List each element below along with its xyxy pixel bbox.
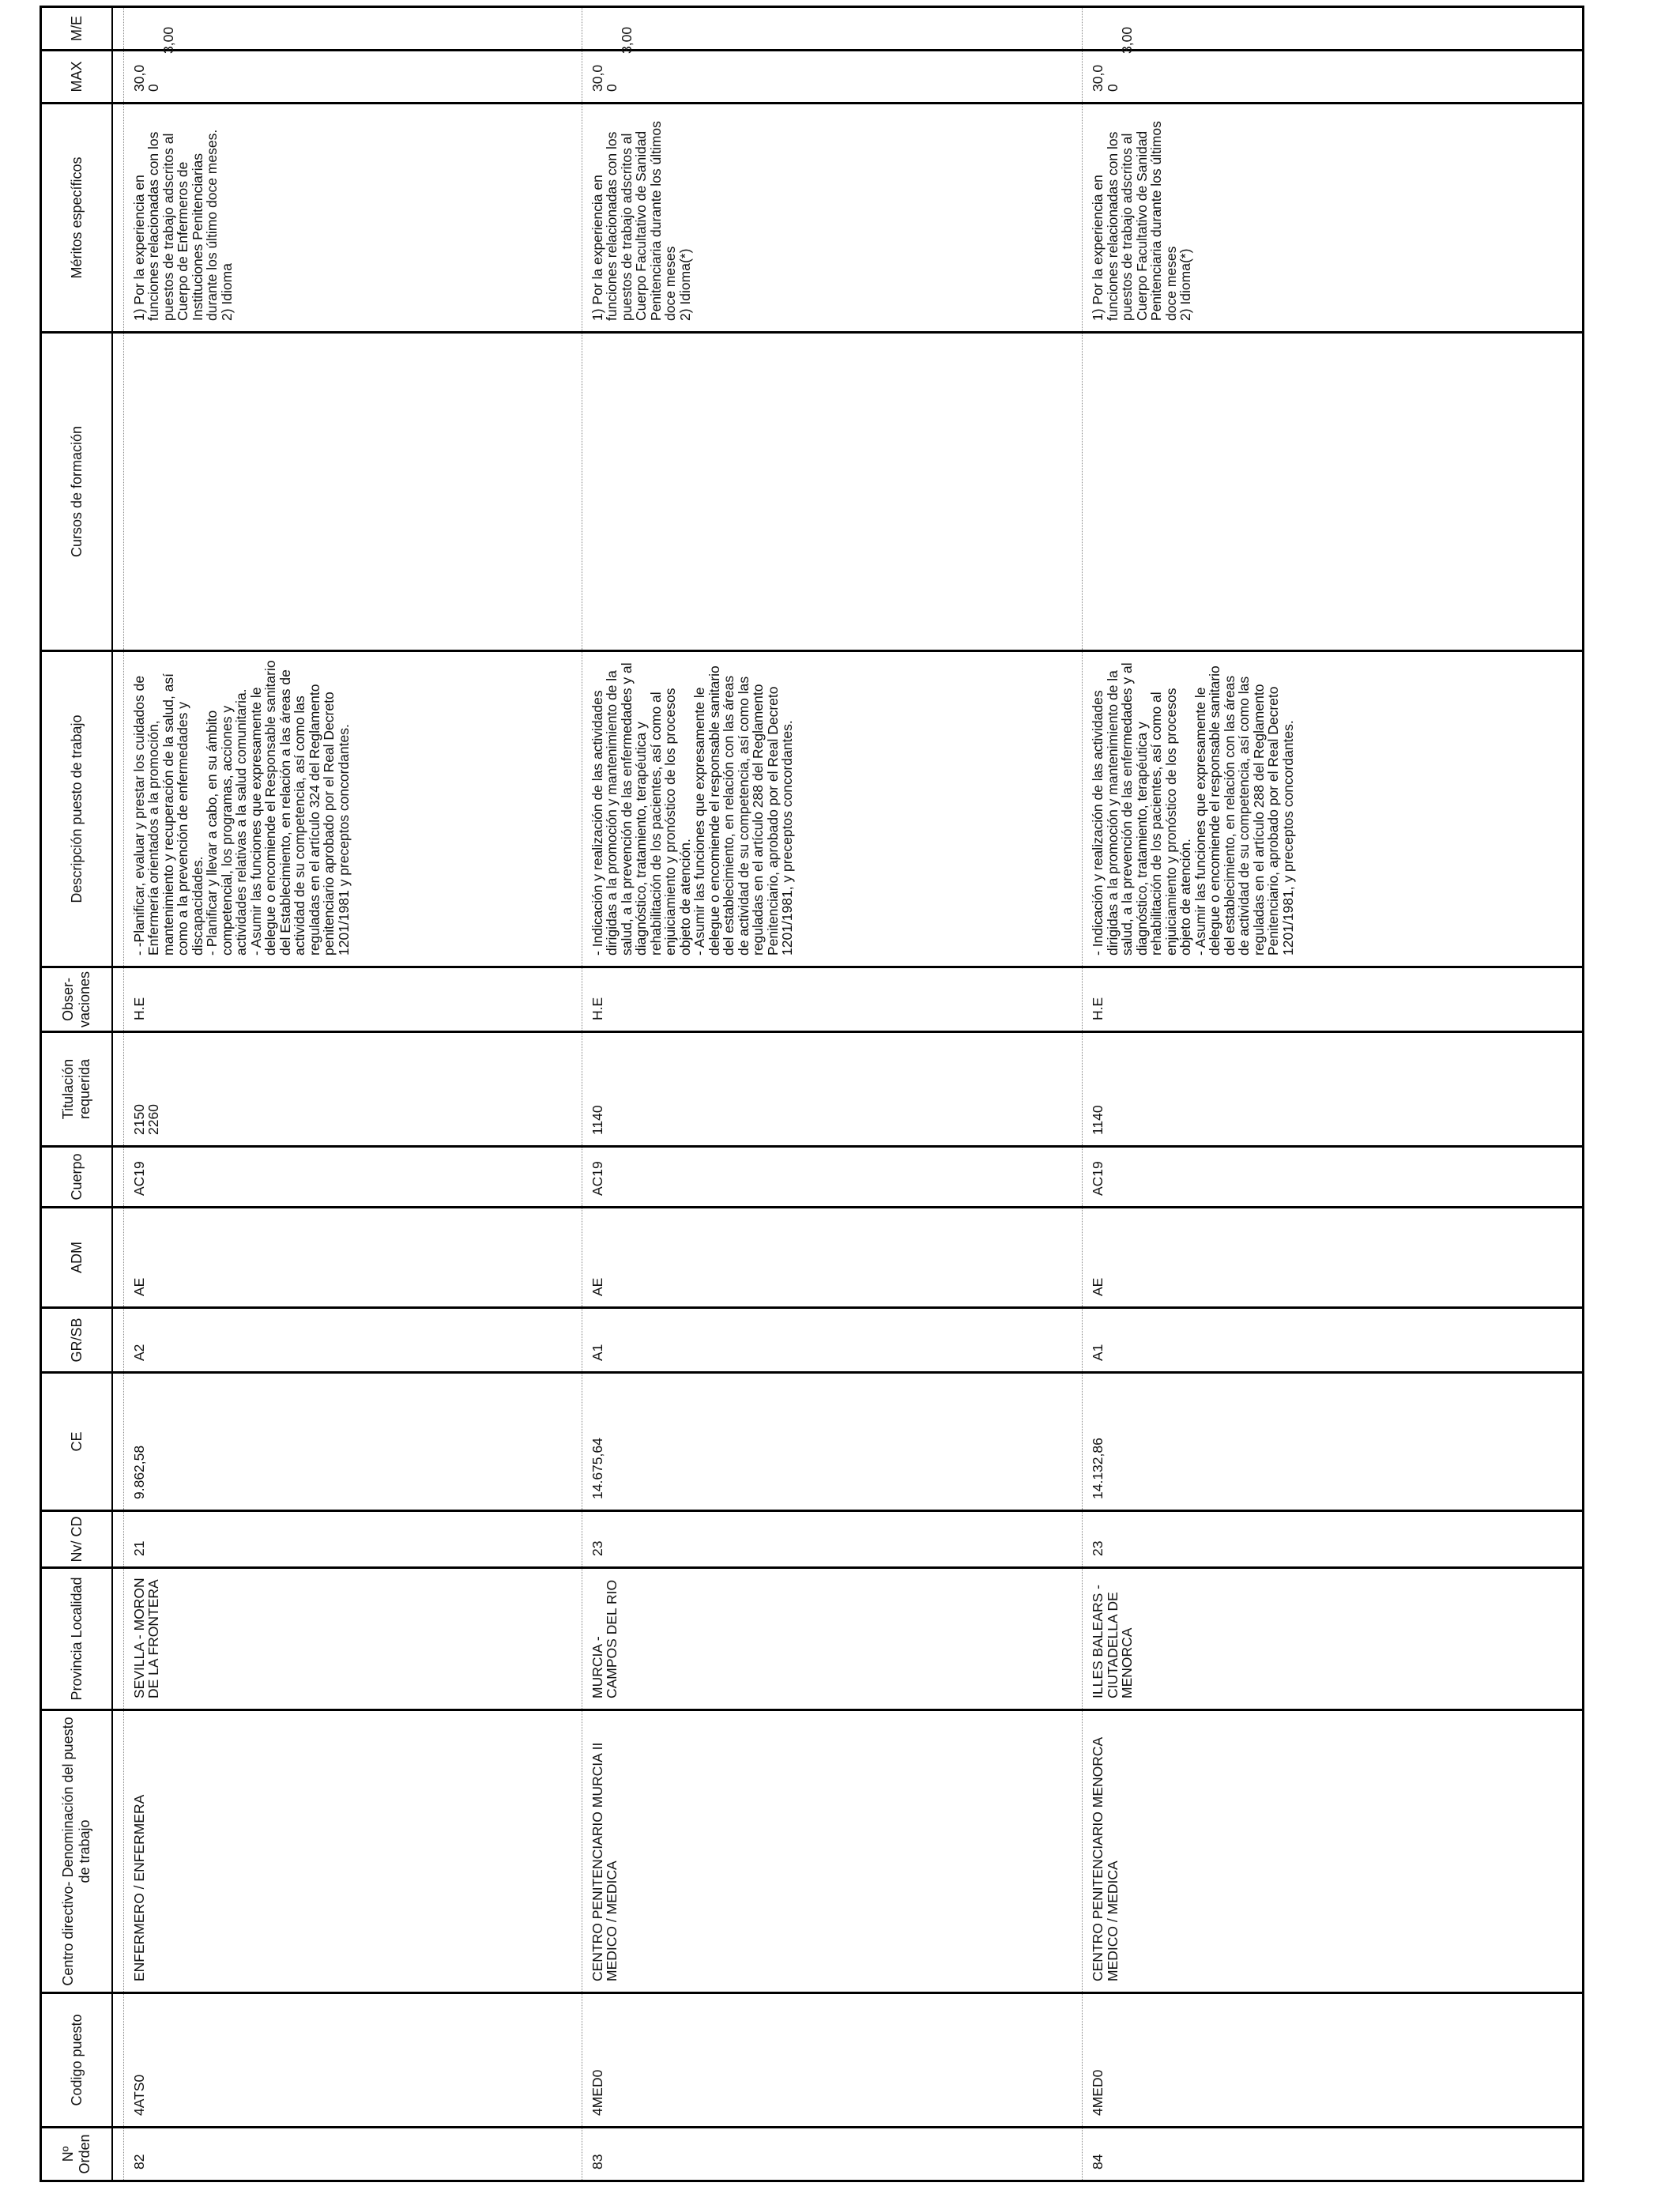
header-orden: Nº Orden — [41, 2128, 113, 2181]
me-cell — [1083, 7, 1584, 51]
centro-cell — [1083, 1710, 1584, 1993]
max-extra-value: 3,00 — [160, 26, 176, 54]
meritos-cell: 1) Por la experiencia en funciones relacionadas con los puestos de trabajo adscritos al Cuerpo de Enfermeros de Instituciones Penitenciarias durante los último doce meses. 2) Idioma — [123, 104, 582, 333]
titulacion-cell: 1140 — [582, 1032, 1083, 1147]
cuerpo-cell: AC19 — [1083, 1147, 1584, 1208]
header-titulacion: Titulación requerida — [41, 1032, 113, 1147]
centro-directivo: CENTRO PENITENCIARIO MENORCA — [1090, 1736, 1106, 1981]
denominacion: MEDICO / MEDICA — [1104, 1860, 1121, 1981]
header-spacer — [112, 7, 123, 2181]
header-nv: Nv/ CD — [41, 1511, 113, 1568]
max-value: 30,0 0 — [589, 64, 620, 92]
max-value: 30,0 0 — [1090, 64, 1121, 92]
meritos-cell: 1) Por la experiencia en funciones relacionadas con los puestos de trabajo adscritos al Cuerpo Facultativo de Sanidad Penitenciaria durante los últimos doce meses 2) Idioma(*) — [582, 104, 1083, 333]
nv-cell: 23 — [582, 1511, 1083, 1568]
codigo-cell: 4MED0 — [582, 1993, 1083, 2128]
orden-cell: 83 — [582, 2128, 1083, 2181]
header-observaciones: Obser- vaciones — [41, 967, 113, 1032]
header-adm: ADM — [41, 1208, 113, 1308]
centro-cell — [123, 1710, 582, 1993]
document-page — [40, 8, 1584, 2182]
job-positions-table — [40, 6, 1584, 2182]
codigo-cell: 4ATS0 — [123, 1993, 582, 2128]
denominacion: ENFERMERO / ENFERMERA — [130, 1794, 147, 1981]
max-value: 30,0 0 — [130, 64, 162, 92]
cuerpo-cell: AC19 — [123, 1147, 582, 1208]
grsb-cell: A1 — [582, 1308, 1083, 1373]
descripcion-cell: - -Planificar, evaluar y prestar los cuidados de Enfermería orientados a la promoción, mantenimiento y recuperación de la salud, así como a la prevención de enfermedades y discapacidades. - Planificar y llevar a cabo, en su ámbito competencial, los programas, acciones y actividades relativas a la salud comunitaria. - Asumir las funciones que expresamente le delegue o encomiende el Responsable sanitario del Establecimiento, en relación a las áreas de actividad de su competencia, así como las reguladas en el artículo 324 del Reglamento penitenciario aprobado por el Real Decreto 1201/1981 y preceptos concordantes. — [123, 651, 582, 967]
descripcion-cell: - Indicación y realización de las actividades dirigidas a la promoción y mantenimiento de la salud, a la prevención de las enfermedades y al diagnóstico, tratamiento, terapéutica y rehabilitación de los pacientes, así como al enjuiciamiento y pronóstico de los procesos objeto de atención. - Asumir las funciones que expresamente le delegue o encomiende el responsable sanitario del establecimiento, en relación con las áreas de actividad de su competencia, así como las reguladas en el artículo 288 del Reglamento Penitenciario, aprobado por el Real Decreto 1201/1981, y preceptos concordantes. — [1083, 651, 1584, 967]
max-extra-value: 3,00 — [1119, 26, 1136, 54]
header-codigo: Codigo puesto — [41, 1993, 113, 2128]
ce-cell: 14.675,64 — [582, 1373, 1083, 1511]
cursos-cell — [1083, 333, 1584, 651]
me-cell — [582, 7, 1083, 51]
orden-cell: 84 — [1083, 2128, 1584, 2181]
ce-cell: 14.132,86 — [1083, 1373, 1584, 1511]
orden-cell: 82 — [123, 2128, 582, 2181]
observaciones-cell: H.E — [1083, 967, 1584, 1032]
adm-cell: AE — [582, 1208, 1083, 1308]
adm-cell: AE — [123, 1208, 582, 1308]
centro-directivo: CENTRO PENITENCIARIO MURCIA II — [589, 1742, 605, 1981]
adm-cell: AE — [1083, 1208, 1584, 1308]
centro-cell — [582, 1710, 1083, 1993]
header-descripcion: Descripción puesto de trabajo — [41, 651, 113, 967]
table-row — [123, 7, 582, 2181]
header-grsb: GR/SB — [41, 1308, 113, 1373]
denominacion: MEDICO / MEDICA — [604, 1860, 620, 1981]
titulacion-cell: 1140 — [1083, 1032, 1584, 1147]
header-cuerpo: Cuerpo — [41, 1147, 113, 1208]
observaciones-cell: H.E — [582, 967, 1083, 1032]
grsb-cell: A1 — [1083, 1308, 1584, 1373]
header-row — [41, 7, 113, 2181]
header-ce: CE — [41, 1373, 113, 1511]
ce-cell: 9.862,58 — [123, 1373, 582, 1511]
nv-cell: 21 — [123, 1511, 582, 1568]
max-extra-value: 3,00 — [618, 26, 635, 54]
table-row — [1083, 7, 1584, 2181]
titulacion-cell: 2150 2260 — [123, 1032, 582, 1147]
header-me: M/E — [41, 7, 113, 51]
observaciones-cell: H.E — [123, 967, 582, 1032]
descripcion-cell: - Indicación y realización de las actividades dirigidas a la promoción y mantenimiento de la salud, a la prevención de las enfermedades y al diagnóstico, tratamiento, terapéutica y rehabilitación de los pacientes, así como al enjuiciamiento y pronóstico de los procesos objeto de atención. - Asumir las funciones que expresamente le delegue o encomiende el responsable sanitario del establecimiento, en relación con las áreas de actividad de su competencia, así como las reguladas en el artículo 288 del Reglamento Penitenciario, aprobado por el Real Decreto 1201/1981, y preceptos concordantes. — [582, 651, 1083, 967]
provincia-cell: MURCIA - CAMPOS DEL RIO — [582, 1568, 1083, 1710]
cuerpo-cell: AC19 — [582, 1147, 1083, 1208]
header-provincia: Provincia Localidad — [41, 1568, 113, 1710]
header-centro: Centro directivo- Denominación del puesto de trabajo — [41, 1710, 113, 1993]
header-max: MAX — [41, 51, 113, 104]
header-cursos: Cursos de formación — [41, 333, 113, 651]
cursos-cell — [582, 333, 1083, 651]
provincia-cell: SEVILLA - MORON DE LA FRONTERA — [123, 1568, 582, 1710]
grsb-cell: A2 — [123, 1308, 582, 1373]
provincia-cell: ILLES BALEARS - CIUTADELLA DE MENORCA — [1083, 1568, 1584, 1710]
me-cell — [123, 7, 582, 51]
max-cell — [123, 26, 582, 104]
cursos-cell — [123, 333, 582, 651]
max-cell — [1083, 26, 1584, 104]
header-meritos: Méritos específicos — [41, 104, 113, 333]
codigo-cell: 4MED0 — [1083, 1993, 1584, 2128]
nv-cell: 23 — [1083, 1511, 1584, 1568]
max-cell — [582, 26, 1083, 104]
table-row — [582, 7, 1083, 2181]
meritos-cell: 1) Por la experiencia en funciones relacionadas con los puestos de trabajo adscritos al Cuerpo Facultativo de Sanidad Penitenciaria durante los últimos doce meses 2) Idioma(*) — [1083, 104, 1584, 333]
